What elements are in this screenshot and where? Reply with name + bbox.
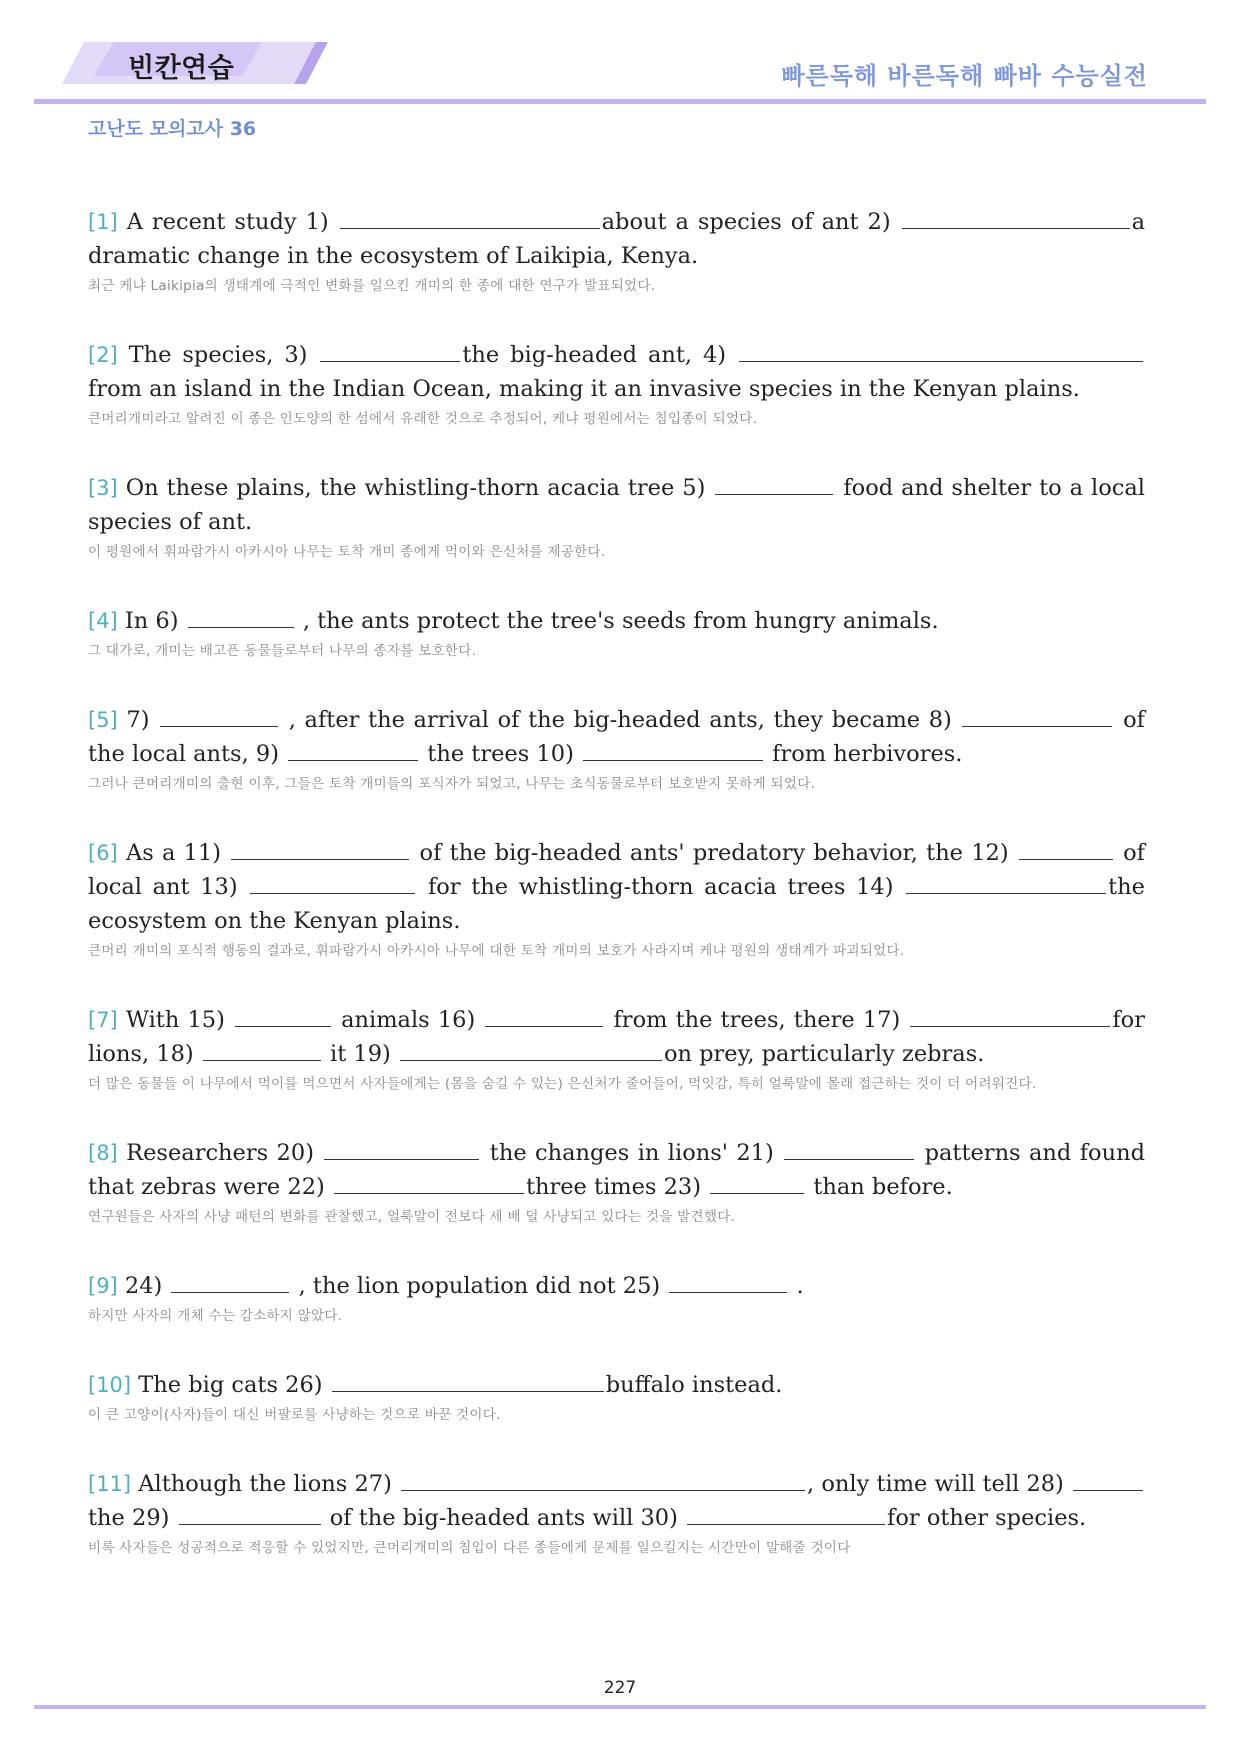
section-badge xyxy=(62,42,362,84)
korean-translation: 큰머리 개미의 포식적 행동의 결과로, 휘파람가시 아카시아 나무에 대한 토착 개미의 보호가 사라지며 케냐 평원의 생태계가 파괴되었다. xyxy=(88,943,905,959)
exercise-paragraph xyxy=(88,1368,1145,1426)
exercise-paragraph xyxy=(88,471,1145,563)
exercise-paragraph xyxy=(88,1269,1145,1327)
paragraph-number: [10] xyxy=(88,1373,132,1397)
sentence-text: of the big-headed ants' predatory behavior, the 12) xyxy=(411,840,1017,866)
sentence-text: In 6) xyxy=(117,608,186,634)
sentence-text: the trees 10) xyxy=(420,741,581,767)
sentence-text: of local ant 13) xyxy=(88,840,1145,900)
answer-blank[interactable] xyxy=(906,873,1106,894)
paragraph-number: [5] xyxy=(88,708,118,732)
sentence-text: the ecosystem on the Kenyan plains. xyxy=(88,874,1145,934)
english-sentence xyxy=(88,1136,1145,1204)
exercise-paragraph xyxy=(88,205,1145,297)
answer-blank[interactable] xyxy=(1019,839,1113,860)
answer-blank[interactable] xyxy=(739,341,1143,362)
exercise-paragraph xyxy=(88,604,1145,662)
answer-blank[interactable] xyxy=(962,706,1112,727)
section-badge-label: 빈칸연습 xyxy=(128,53,235,84)
answer-blank[interactable] xyxy=(1073,1470,1143,1491)
paragraph-number: [2] xyxy=(88,343,118,367)
sentence-text: for other species. xyxy=(887,1505,1087,1531)
korean-translation: 더 많은 동물들 이 나무에서 먹이를 먹으면서 사자들에게는 (몸을 숨길 수 있는) 은신처가 줄어들어, 먹잇감, 특히 얼룩말에 몰래 접근하는 것이 더 어려워진다. xyxy=(88,1076,1037,1092)
answer-blank[interactable] xyxy=(320,341,460,362)
sentence-text: patterns and found that zebras were 22) xyxy=(88,1140,1145,1200)
answer-blank[interactable] xyxy=(171,1272,289,1293)
paragraph-number: [7] xyxy=(88,1008,118,1032)
sentence-text: on prey, particularly zebras. xyxy=(663,1041,985,1067)
sentence-text: of the big-headed ants will 30) xyxy=(322,1505,686,1531)
sentence-text: three times 23) xyxy=(525,1174,709,1200)
exercise-paragraph xyxy=(88,1136,1145,1228)
paragraph-number: [8] xyxy=(88,1141,118,1165)
sentence-text: 7) xyxy=(117,707,159,733)
answer-blank[interactable] xyxy=(250,873,415,894)
sentence-text: food and shelter to a local species of ant. xyxy=(88,475,1145,535)
sentence-text: for the whistling-thorn acacia trees 14) xyxy=(417,874,905,900)
footer-divider xyxy=(34,1705,1206,1709)
sentence-text: , the lion population did not 25) xyxy=(291,1273,668,1299)
korean-translation: 이 큰 고양이(사자)들이 대신 버팔로를 사냥하는 것으로 바꾼 것이다. xyxy=(88,1407,501,1423)
sentence-text: 24) xyxy=(117,1273,170,1299)
answer-blank[interactable] xyxy=(715,474,833,495)
page-number: 227 xyxy=(603,1678,637,1698)
sentence-text: . xyxy=(789,1273,804,1299)
sentence-text: The species, 3) xyxy=(117,342,319,368)
english-sentence xyxy=(88,338,1145,406)
sentence-text: buffalo instead. xyxy=(605,1372,783,1398)
sentence-text: from the trees, there 17) xyxy=(605,1007,909,1033)
brand-title: 빠른독해 바른독해 빠바 수능실전 xyxy=(781,62,1148,90)
answer-blank[interactable] xyxy=(687,1504,885,1525)
sentence-text: than before. xyxy=(806,1174,953,1200)
sentence-text: , only time will tell 28) xyxy=(807,1471,1071,1497)
answer-blank[interactable] xyxy=(288,740,418,761)
sentence-text: from an island in the Indian Ocean, making it an invasive species in the Kenyan plains. xyxy=(88,376,1080,402)
exercise-paragraph xyxy=(88,1467,1145,1559)
sentence-text: The big cats 26) xyxy=(131,1372,330,1398)
paragraph-number: [1] xyxy=(88,210,118,234)
sentence-text: the 29) xyxy=(88,1505,177,1531)
sentence-text: of the local ants, 9) xyxy=(88,707,1145,767)
answer-blank[interactable] xyxy=(485,1006,603,1027)
answer-blank[interactable] xyxy=(340,208,600,229)
paragraph-number: [11] xyxy=(88,1472,132,1496)
exercise-paragraph xyxy=(88,1003,1145,1095)
answer-blank[interactable] xyxy=(334,1173,524,1194)
answer-blank[interactable] xyxy=(583,740,763,761)
answer-blank[interactable] xyxy=(784,1139,914,1160)
exam-subtitle: 고난도 모의고사 36 xyxy=(88,118,257,140)
english-sentence xyxy=(88,1368,1145,1402)
sentence-text: about a species of ant 2) xyxy=(601,209,900,235)
answer-blank[interactable] xyxy=(160,706,278,727)
sentence-text: it 19) xyxy=(322,1041,398,1067)
english-sentence xyxy=(88,471,1145,539)
answer-blank[interactable] xyxy=(401,1470,805,1491)
answer-blank[interactable] xyxy=(235,1006,331,1027)
answer-blank[interactable] xyxy=(203,1040,321,1061)
korean-translation: 연구원들은 사자의 사냥 패턴의 변화를 관찰했고, 얼룩말이 전보다 세 배 덜 사냥되고 있다는 것을 발견했다. xyxy=(88,1209,736,1225)
answer-blank[interactable] xyxy=(332,1371,604,1392)
sentence-text: from herbivores. xyxy=(765,741,963,767)
paragraph-number: [4] xyxy=(88,609,118,633)
paragraph-number: [3] xyxy=(88,476,118,500)
header-divider xyxy=(34,99,1206,104)
english-sentence xyxy=(88,205,1145,273)
exercise-paragraph xyxy=(88,338,1145,430)
sentence-text: On these plains, the whistling-thorn acacia tree 5) xyxy=(117,475,714,501)
sentence-text: animals 16) xyxy=(332,1007,484,1033)
sentence-text: the changes in lions' 21) xyxy=(481,1140,783,1166)
korean-translation: 그 대가로, 개미는 배고픈 동물들로부터 나무의 종자를 보호한다. xyxy=(88,643,477,659)
english-sentence xyxy=(88,1467,1145,1535)
exercise-paragraph xyxy=(88,703,1145,795)
answer-blank[interactable] xyxy=(400,1040,662,1061)
sentence-text: a dramatic change in the ecosystem of Laikipia, Kenya. xyxy=(88,209,1145,269)
answer-blank[interactable] xyxy=(188,607,294,628)
korean-translation: 비록 사자들은 성공적으로 적응할 수 있었지만, 큰머리개미의 침입이 다른 종들에게 문제를 일으킬지는 시간만이 말해줄 것이다 xyxy=(88,1540,851,1556)
sentence-text: Although the lions 27) xyxy=(131,1471,400,1497)
korean-translation: 이 평원에서 휘파람가시 아카시아 나무는 토착 개미 종에게 먹이와 은신처를 제공한다. xyxy=(88,544,606,560)
korean-translation: 최근 케냐 Laikipia의 생태계에 극적인 변화를 일으킨 개미의 한 종에 대한 연구가 발표되었다. xyxy=(88,278,656,294)
english-sentence xyxy=(88,1003,1145,1071)
english-sentence xyxy=(88,703,1145,771)
exercise-body xyxy=(88,205,1145,1600)
answer-blank[interactable] xyxy=(910,1006,1110,1027)
korean-translation: 큰머리개미라고 알려진 이 종은 인도양의 한 섬에서 유래한 것으로 추정되어, 케냐 평원에서는 침입종이 되었다. xyxy=(88,411,758,427)
english-sentence xyxy=(88,604,1145,638)
answer-blank[interactable] xyxy=(669,1272,787,1293)
sentence-text: the big-headed ant, 4) xyxy=(462,342,737,368)
sentence-text: , the ants protect the tree's seeds from hungry animals. xyxy=(295,608,939,634)
answer-blank[interactable] xyxy=(179,1504,321,1525)
sentence-text: As a 11) xyxy=(117,840,230,866)
sentence-text: A recent study 1) xyxy=(117,209,338,235)
sentence-text: , after the arrival of the big-headed ants, they became 8) xyxy=(280,707,961,733)
answer-blank[interactable] xyxy=(710,1173,804,1194)
english-sentence xyxy=(88,1269,1145,1303)
exercise-paragraph xyxy=(88,836,1145,962)
korean-translation: 하지만 사자의 개체 수는 감소하지 않았다. xyxy=(88,1308,343,1324)
paragraph-number: [9] xyxy=(88,1274,118,1298)
answer-blank[interactable] xyxy=(324,1139,479,1160)
sentence-text: With 15) xyxy=(117,1007,233,1033)
sentence-text: Researchers 20) xyxy=(117,1140,323,1166)
answer-blank[interactable] xyxy=(902,208,1130,229)
paragraph-number: [6] xyxy=(88,841,118,865)
english-sentence xyxy=(88,836,1145,938)
sentence-text: for lions, 18) xyxy=(88,1007,1145,1067)
answer-blank[interactable] xyxy=(231,839,409,860)
korean-translation: 그러나 큰머리개미의 출현 이후, 그들은 토착 개미들의 포식자가 되었고, 나무는 초식동물로부터 보호받지 못하게 되었다. xyxy=(88,776,816,792)
